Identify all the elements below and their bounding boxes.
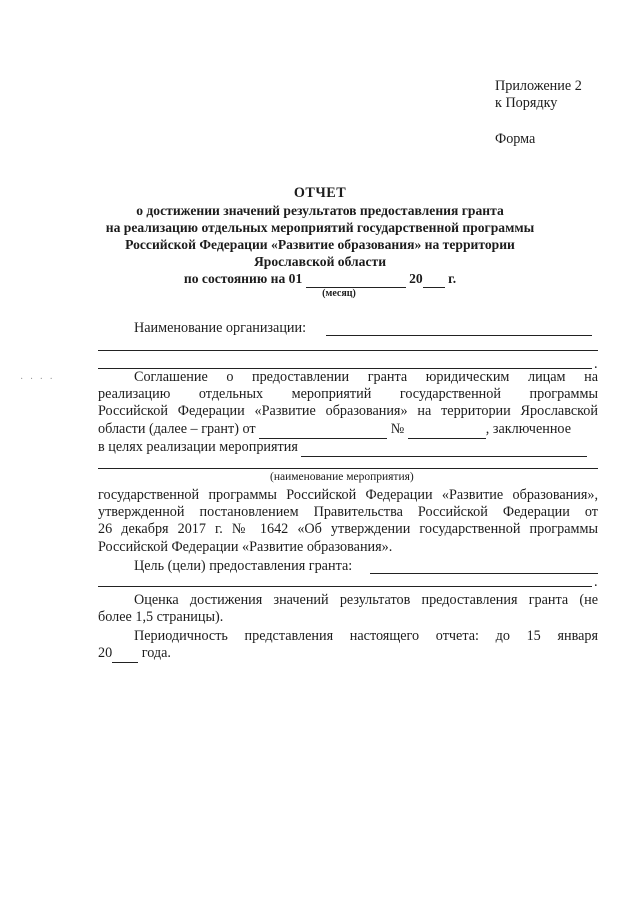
periodicity-paragraph <box>98 628 598 663</box>
month-blank <box>306 270 406 288</box>
agreement-date-blank <box>259 421 387 439</box>
title-line-5: Ярославской области <box>253 254 387 269</box>
assessment-line-2: более 1,5 страницы). <box>98 609 224 626</box>
title-line-2: о достижении значений результатов предоставления гранта <box>136 203 504 218</box>
annex-line-2: к Порядку <box>495 95 558 111</box>
agreement-line-2: реализацию отдельных мероприятий государственной программы <box>98 386 598 403</box>
agreement-paragraph <box>98 369 598 457</box>
title-line-3: на реализацию отдельных мероприятий государственной программы <box>105 220 535 235</box>
form-label: Форма <box>495 131 536 147</box>
date-year: 20 <box>409 271 423 286</box>
periodicity-year-blank <box>112 645 138 663</box>
month-caption: (месяц) <box>322 288 356 299</box>
report-title <box>80 185 560 299</box>
event-name-blank-1 <box>301 439 587 457</box>
document-page: Приложение 2 к Порядку Форма ОТЧЕТ о достижении значений результатов предоставления гранта на реализацию отдельных мероприятий государственной программы Российской Федерации «Развитие образования» на территории Ярославской области по состоянию на 01 20 г. (месяц) Наименование организации: . · · · · Соглашение о предоставлении гранта юридическим лицам на реализацию отдельных мероприятий государственной программы Российской Федерации «Развитие образования» на территории Ярославской области (далее – грант) от № , заключенное в целях реализации мероприятия (наименование мероприятия) государственной программы Российской Федерации «Развитие образования», утвержденной постановлением Правительства Российской Федерации от 26 декабря 2017 г. № 1642 «Об утверждении государственной программы Российской Федерации «Развитие образования». Цель (цели) предоставления гранта: . Оценка достижения значений результатов предоставления гранта (не более 1,5 страницы). Периодичность представления настоящего отчета: до 15 января 20 года. <box>0 0 640 905</box>
year-blank <box>423 270 445 288</box>
org-label: Наименование организации: <box>134 320 307 336</box>
org-name-blank-2 <box>98 350 598 351</box>
margin-marks: · · · · <box>20 374 55 385</box>
agreement-line-5: в целях реализации мероприятия <box>98 439 598 457</box>
title-date-line <box>80 270 560 288</box>
date-suffix: г. <box>448 271 457 286</box>
agreement-line-3: Российской Федерации «Развитие образования» на территории Ярославской <box>98 403 598 420</box>
assessment-paragraph <box>98 592 598 626</box>
agreement-number-blank <box>408 421 486 439</box>
agreement-line-6: государственной программы Российской Федерации «Развитие образования», <box>98 487 598 503</box>
periodicity-line-2: 20 года. <box>98 645 598 663</box>
agreement-line-4: области (далее – грант) от № , заключенное <box>98 421 598 439</box>
agreement-line-8: 26 декабря 2017 г. № 1642 «Об утверждении государственной программы <box>98 521 598 538</box>
goal-blank-1 <box>370 573 598 574</box>
goal-label: Цель (цели) предоставления гранта: <box>134 558 353 574</box>
agreement-line-9: Российской Федерации «Развитие образования». <box>98 538 393 555</box>
title-report: ОТЧЕТ <box>293 185 347 201</box>
title-line-4: Российской Федерации «Развитие образования» на территории <box>125 237 515 252</box>
annex-line-1: Приложение 2 <box>495 78 582 94</box>
agreement-line-7: утвержденной постановлением Правительства Российской Федерации от <box>98 504 598 521</box>
agreement-line-1: Соглашение о предоставлении гранта юридическим лицам на <box>134 369 598 385</box>
assessment-line-1: Оценка достижения значений результатов предоставления гранта (не <box>134 592 598 608</box>
event-name-blank-2 <box>98 468 598 469</box>
periodicity-line-1: Периодичность представления настоящего отчета: до 15 января <box>134 628 598 644</box>
annex-header <box>495 78 582 112</box>
goal-blank-2 <box>98 586 592 587</box>
event-name-caption: (наименование мероприятия) <box>270 471 414 483</box>
org-name-blank-1 <box>326 335 592 336</box>
agreement-paragraph-cont <box>98 487 598 556</box>
date-prefix: по состоянию на 01 <box>183 271 303 286</box>
